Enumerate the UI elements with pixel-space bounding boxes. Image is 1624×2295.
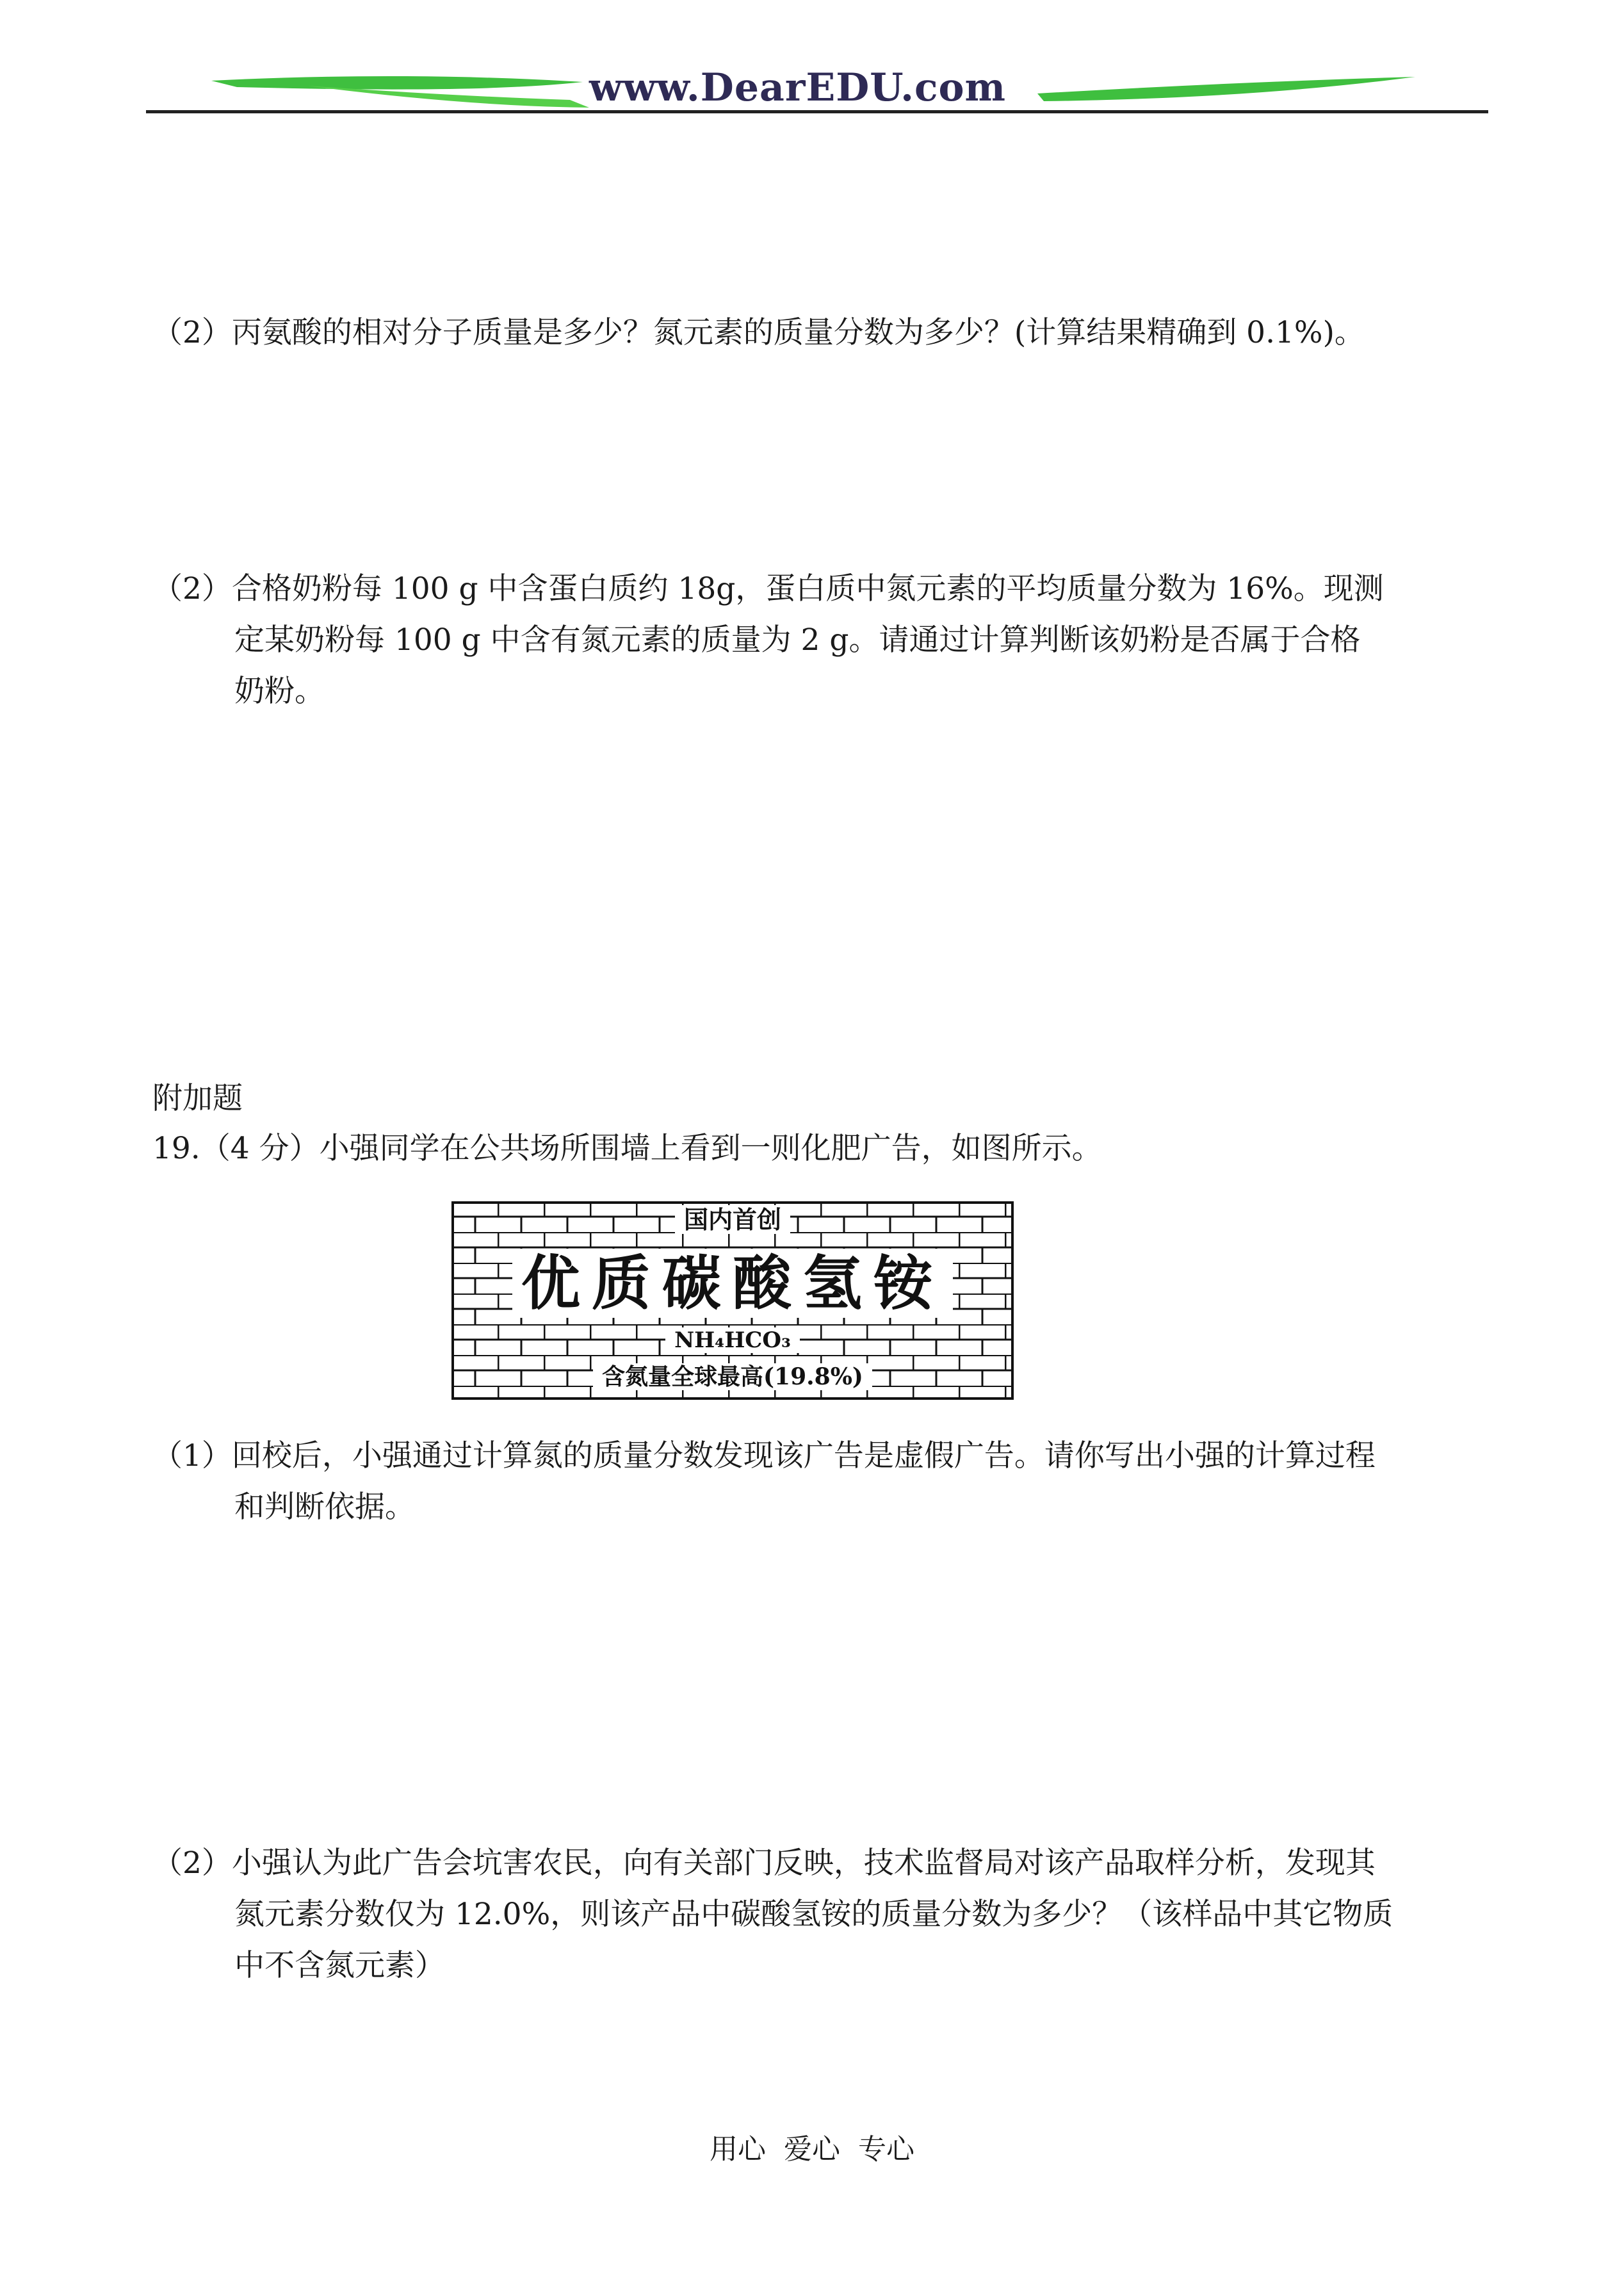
question-2-milk-line2: 定某奶粉每 100 g 中含有氮元素的质量为 2 g。请通过计算判断该奶粉是否属于合格 (234, 622, 1361, 658)
question-19-1-line1: （1）回校后，小强通过计算氮的质量分数发现该广告是虚假广告。请你写出小强的计算过程 (152, 1438, 1376, 1473)
ad-claim-text: 含氮量全球最高(19.8%) (593, 1363, 872, 1390)
bonus-section-title: 附加题 (152, 1081, 243, 1116)
ad-claim (451, 1360, 1014, 1393)
ad-formula (451, 1326, 1014, 1355)
question-2-alanine: （2）丙氨酸的相对分子质量是多少？氮元素的质量分数为多少？(计算结果精确到 0.1%)。 (152, 315, 1365, 350)
ad-formula-text: NH₄HCO₃ (665, 1327, 800, 1353)
header-site-url: www.DearEDU.com (589, 65, 1007, 110)
question-19-intro: 19.（4 分）小强同学在公共场所围墙上看到一则化肥广告，如图所示。 (152, 1131, 1102, 1166)
header-divider (146, 110, 1488, 113)
question-2-milk-line3: 奶粉。 (234, 674, 325, 709)
question-19-2-line1: （2）小强认为此广告会坑害农民，向有关部门反映，技术监督局对该产品取样分析，发现其 (152, 1845, 1376, 1881)
ad-main-title (451, 1245, 1014, 1322)
question-2-milk-line1: （2）合格奶粉每 100 g 中含蛋白质约 18g，蛋白质中氮元素的平均质量分数为 16%。现测 (152, 571, 1384, 606)
ad-top-label-text: 国内首创 (675, 1205, 790, 1234)
question-19-2-line2: 氮元素分数仅为 12.0%，则该产品中碳酸氢铵的质量分数为多少？（该样品中其它物质 (234, 1897, 1393, 1932)
ad-main-title-text: 优质碳酸氢铵 (512, 1249, 953, 1318)
fertilizer-ad-figure (451, 1201, 1014, 1400)
page-footer: 用心 爱心 专心 (710, 2133, 914, 2166)
question-19-2-line3: 中不含氮元素） (234, 1948, 445, 1983)
ad-top-label (451, 1201, 1014, 1238)
question-19-1-line2: 和判断依据。 (234, 1489, 415, 1525)
